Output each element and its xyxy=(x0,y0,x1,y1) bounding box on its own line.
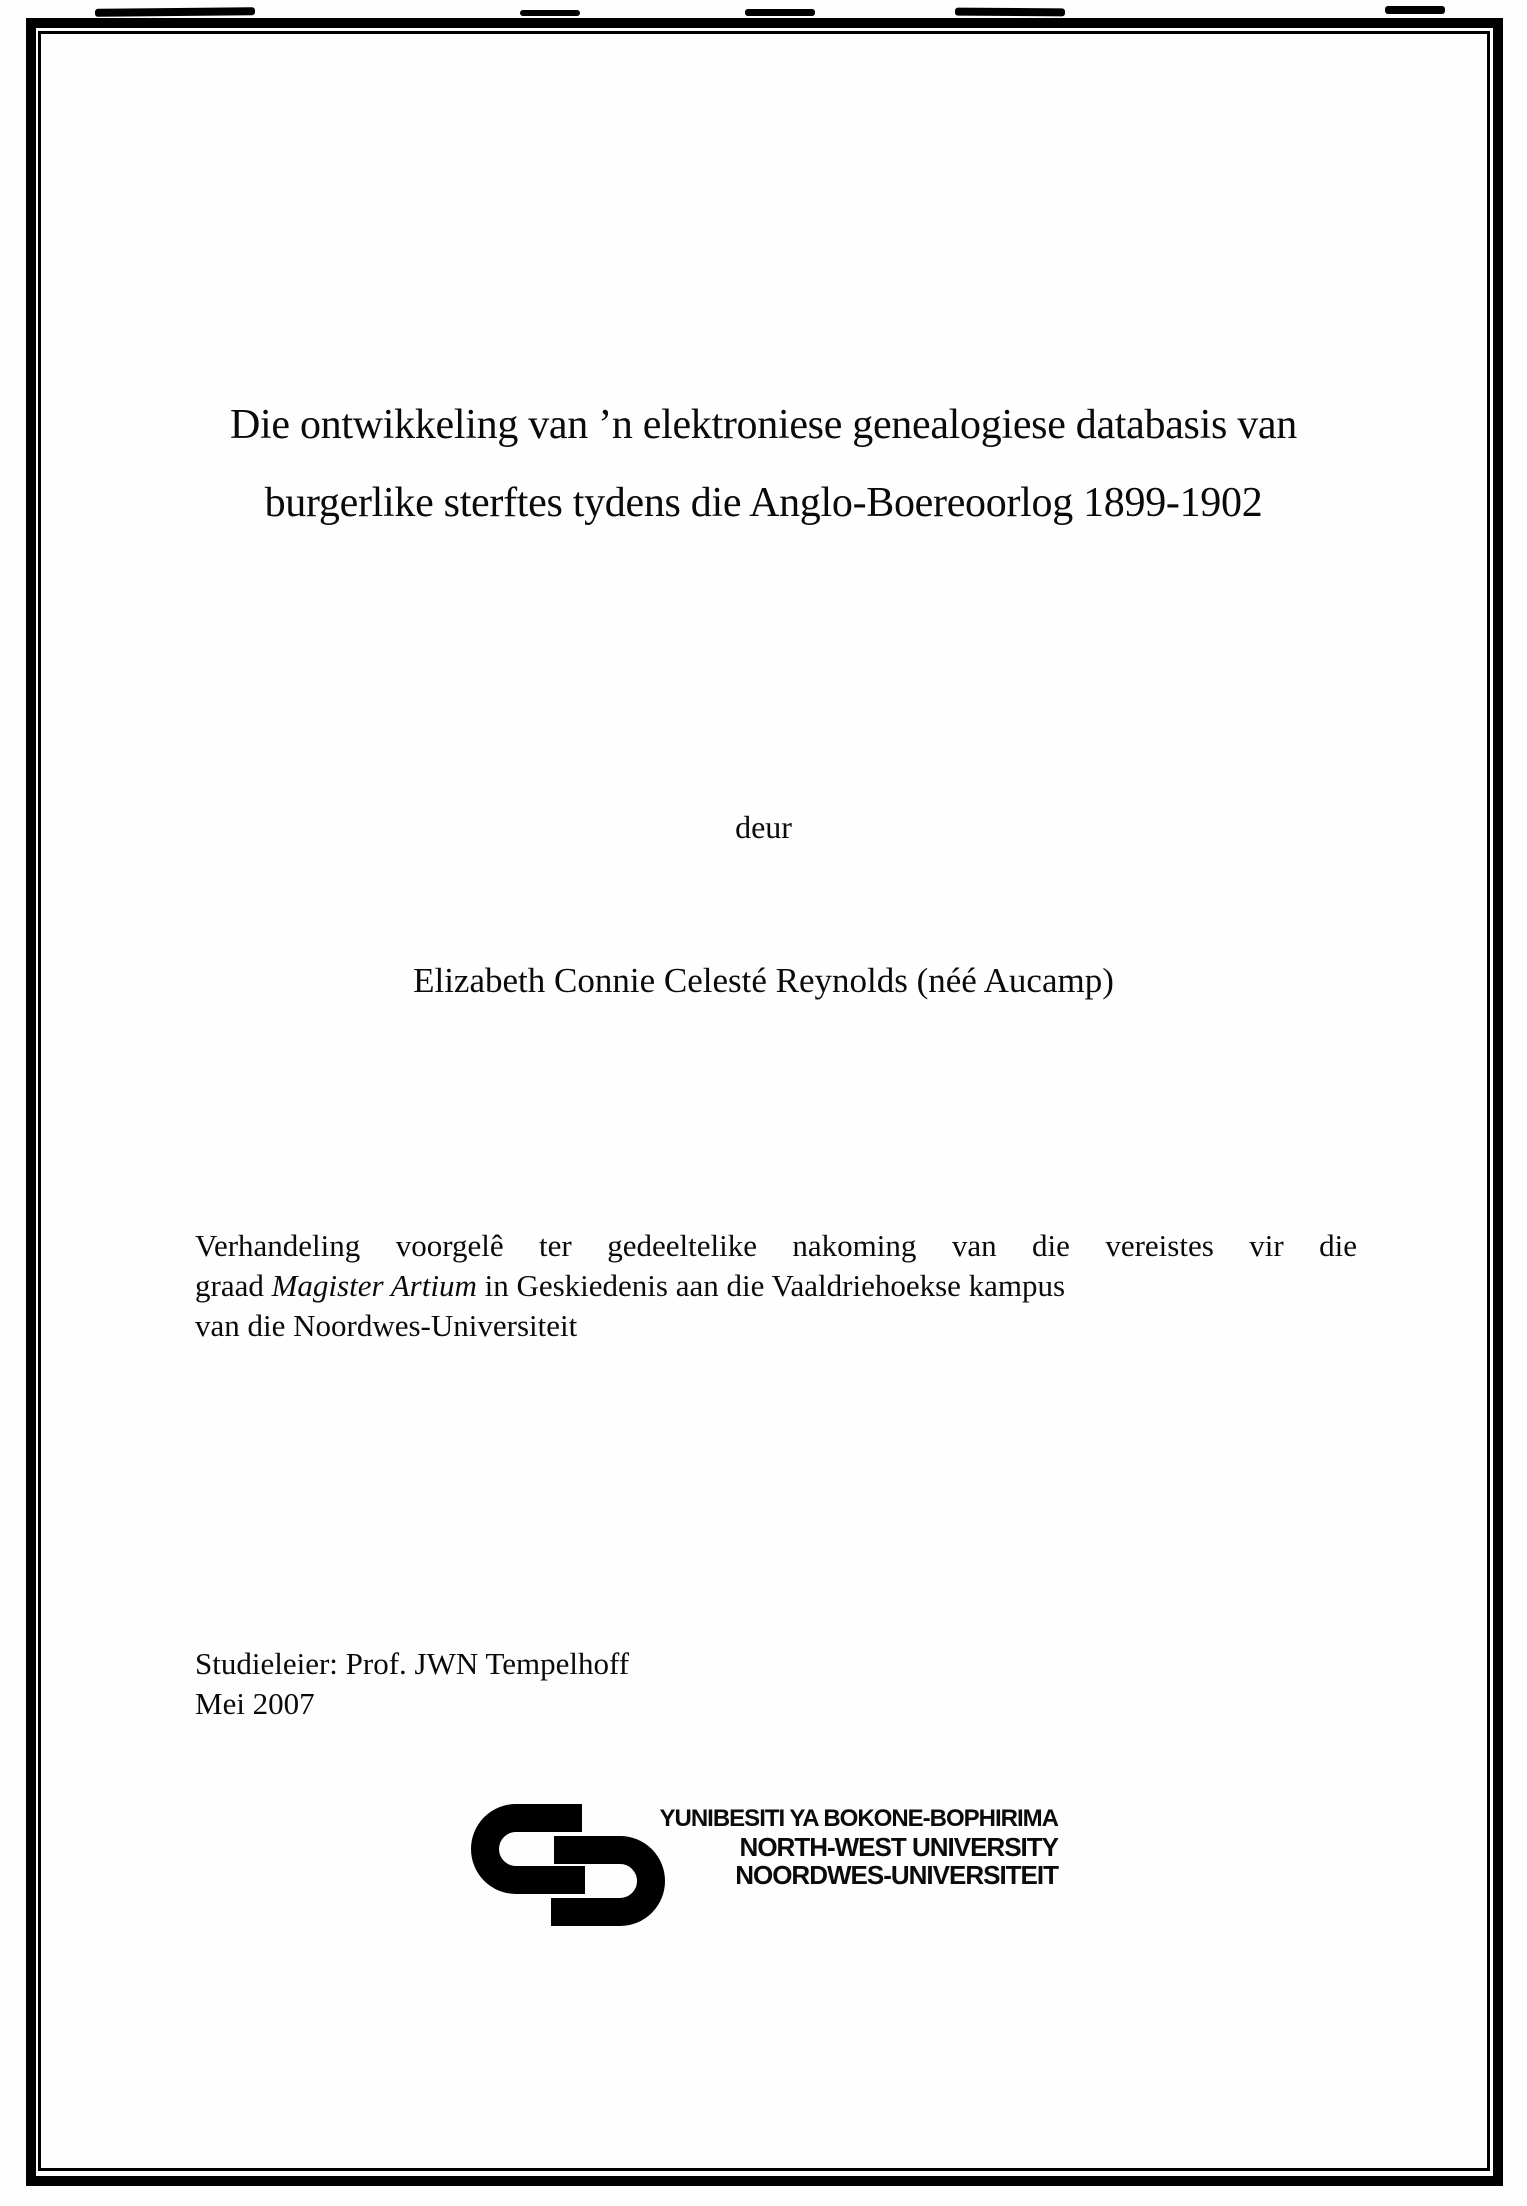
statement-line-3: van die Noordwes-Universiteit xyxy=(195,1308,578,1343)
degree-name-italic: Magister Artium xyxy=(271,1268,477,1303)
supervisor-line: Studieleier: Prof. JWN Tempelhoff xyxy=(195,1646,630,1681)
byline-deur: deur xyxy=(735,809,792,845)
statement-line-2 xyxy=(195,1266,1357,1306)
logo-line-afrikaans: NOORDWES-UNIVERSITEIT xyxy=(735,1860,1058,1890)
supervisor-block xyxy=(195,1644,629,1724)
date-line: Mei 2007 xyxy=(195,1686,315,1721)
submission-statement xyxy=(195,1226,1357,1346)
university-logo-text xyxy=(594,1805,1058,1889)
scan-artifact xyxy=(745,9,815,16)
scan-artifact xyxy=(95,7,255,17)
statement-line-1: Verhandeling voorgelê ter gedeeltelike nakoming van die vereistes vir die xyxy=(195,1228,1357,1263)
scan-artifact xyxy=(1385,6,1445,14)
logo-line-english: NORTH-WEST UNIVERSITY xyxy=(739,1832,1058,1862)
statement-line-2-post: in Geskiedenis aan die Vaaldriehoekse kampus xyxy=(476,1268,1066,1303)
logo-line-setswana: YUNIBESITI YA BOKONE-BOPHIRIMA xyxy=(659,1805,1058,1832)
scan-artifact xyxy=(520,10,580,16)
author-name: Elizabeth Connie Celesté Reynolds (néé Aucamp) xyxy=(413,961,1114,1000)
statement-line-2-pre: graad xyxy=(195,1268,272,1303)
thesis-title xyxy=(90,386,1437,542)
scan-artifact xyxy=(955,8,1065,17)
thesis-title-line-2: burgerlike sterftes tydens die Anglo-Boereoorlog 1899-1902 xyxy=(264,480,1263,526)
thesis-title-line-1: Die ontwikkeling van ’n elektroniese genealogiese databasis van xyxy=(230,402,1297,448)
